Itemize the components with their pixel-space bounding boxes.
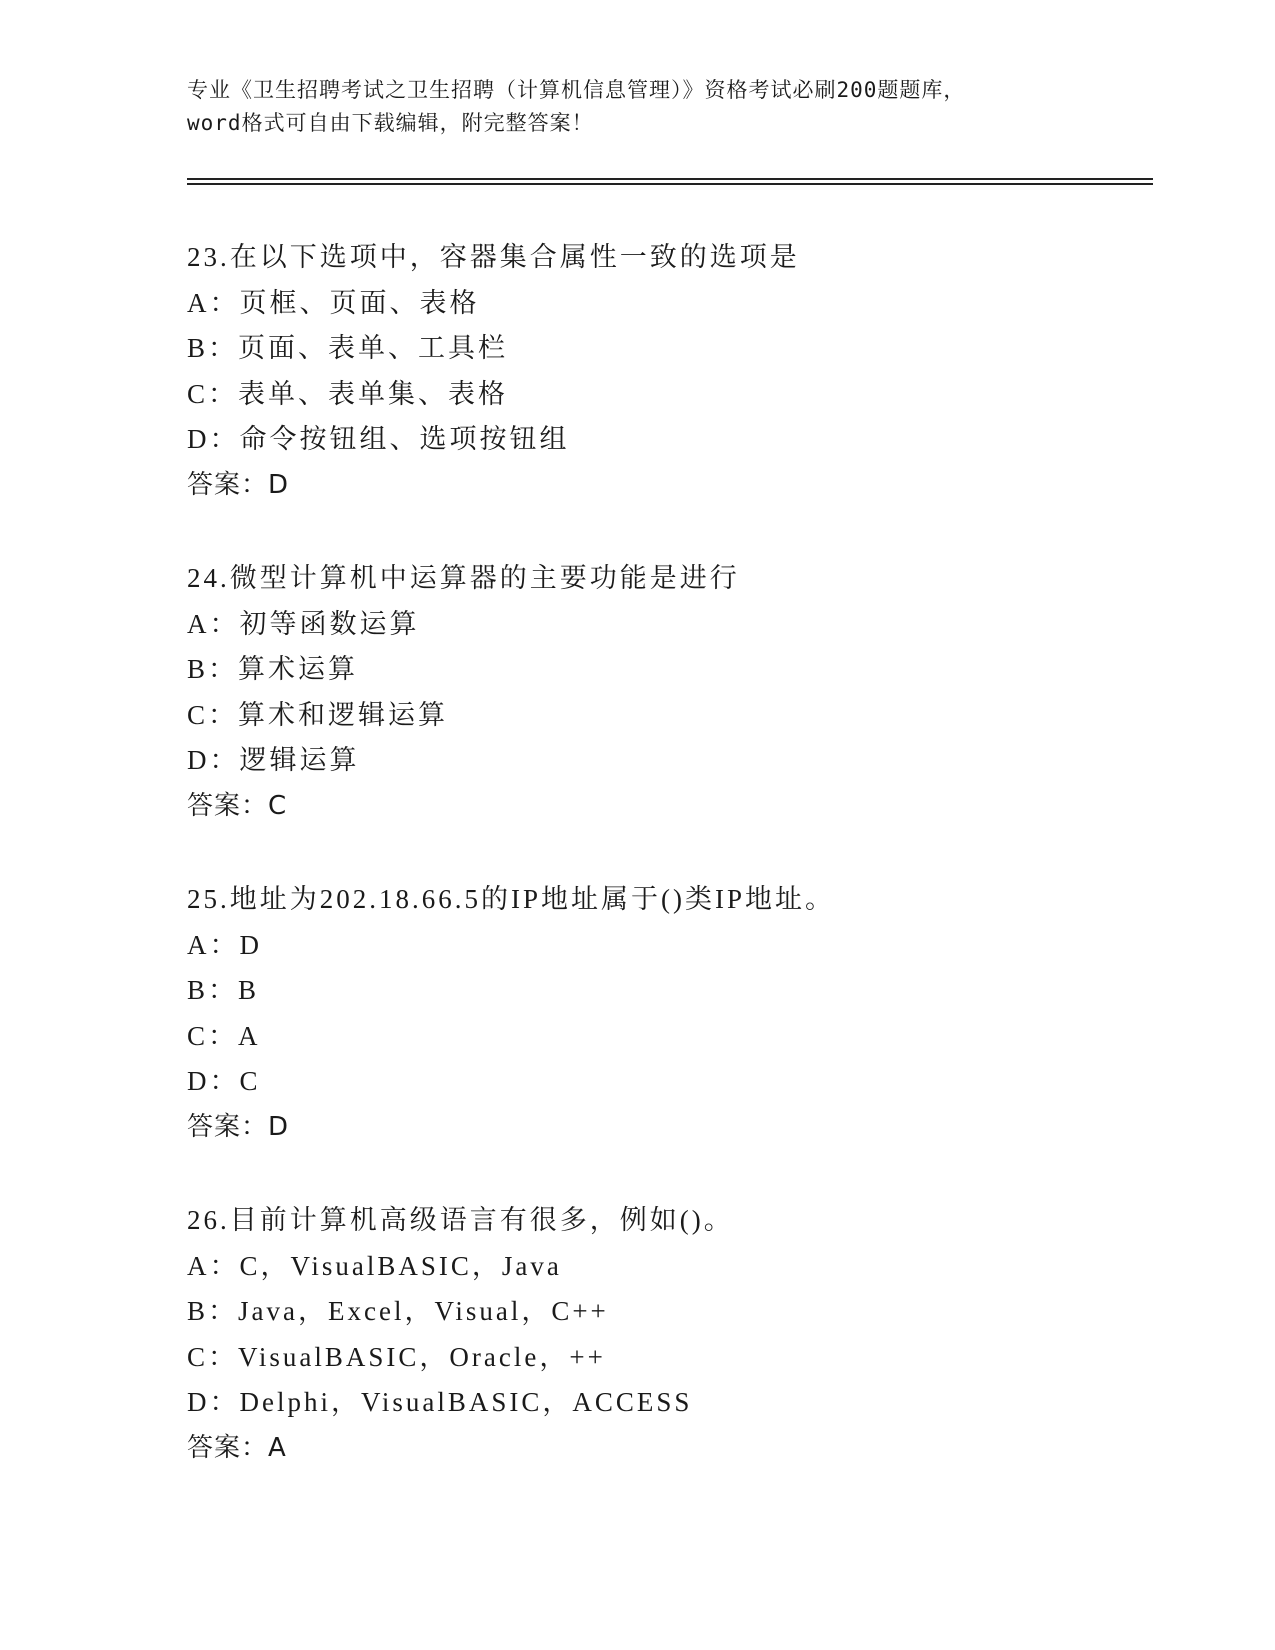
option-a: A：页框、页面、表格: [187, 287, 480, 318]
answer-line: 答案：D: [187, 469, 290, 500]
question-stem: 25.地址为202.18.66.5的IP地址属于()类IP地址。: [187, 884, 835, 914]
question-stem: 26.目前计算机高级语言有很多，例如()。: [187, 1205, 734, 1235]
option-d: D：命令按钮组、选项按钮组: [187, 424, 570, 454]
header-line-2: word格式可自由下载编辑，附完整答案！: [187, 111, 594, 135]
question-23: [187, 235, 1147, 508]
question-25: [187, 877, 1147, 1150]
answer-line: 答案：D: [187, 1111, 290, 1142]
option-d: D：Delphi，VisualBASIC，ACCESS: [187, 1387, 693, 1417]
option-c: C：VisualBASIC，Oracle，++: [187, 1341, 606, 1372]
option-b: B：B: [187, 975, 260, 1005]
option-a: A：C，VisualBASIC，Java: [187, 1250, 562, 1281]
question-26: [187, 1198, 1147, 1471]
option-d: D：C: [187, 1066, 261, 1096]
option-b: B：算术运算: [187, 654, 359, 684]
document-header: [187, 74, 1087, 140]
question-list: [187, 235, 1147, 1471]
option-d: D：逻辑运算: [187, 745, 360, 775]
option-c: C：表单、表单集、表格: [187, 378, 509, 409]
answer-line: 答案：A: [187, 1432, 287, 1463]
option-c: C：算术和逻辑运算: [187, 699, 449, 730]
header-line-1: 专业《卫生招聘考试之卫生招聘（计算机信息管理）》资格考试必刷200题题库，: [187, 78, 966, 102]
option-a: A：D: [187, 929, 262, 960]
header-divider-top: [187, 178, 1153, 180]
option-b: B：页面、表单、工具栏: [187, 333, 509, 363]
option-b: B：Java，Excel，Visual，C++: [187, 1296, 609, 1326]
header-divider-bottom: [187, 183, 1153, 185]
option-c: C：A: [187, 1020, 261, 1051]
question-24: [187, 556, 1147, 829]
option-a: A：初等函数运算: [187, 608, 420, 639]
question-stem: 24.微型计算机中运算器的主要功能是进行: [187, 563, 740, 593]
question-stem: 23.在以下选项中，容器集合属性一致的选项是: [187, 242, 800, 272]
answer-line: 答案：C: [187, 790, 288, 821]
